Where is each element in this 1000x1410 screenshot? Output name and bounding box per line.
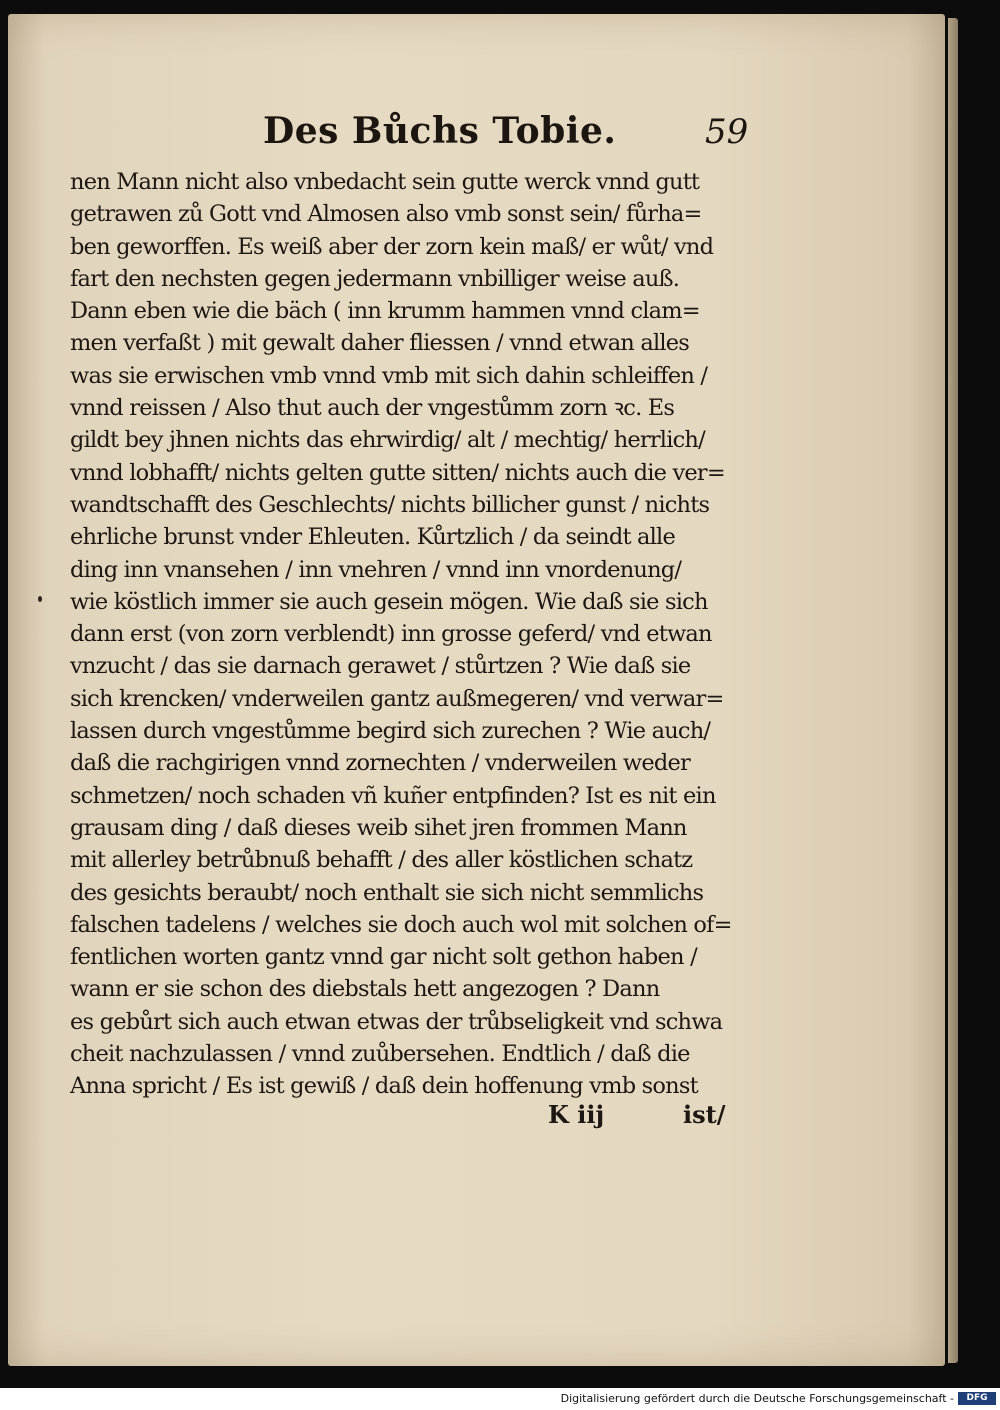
text-line: schmetzen/ noch schaden vñ kuñer entpfinden? Ist es nit ein [70,782,716,809]
text-line: ben geworffen. Es weiß aber der zorn kein maß/ er wůt/ vnd [70,233,714,260]
text-line: vnnd reissen / Also thut auch der vngestůmm zorn ꝛc. Es [70,395,675,422]
signature-mark: K iij [548,1100,605,1129]
page-number: 59 [705,112,749,152]
text-line: nen Mann nicht also vnbedacht sein gutte werck vnnd gutt [70,169,700,195]
text-line: ding inn vnansehen / inn vnehren / vnnd inn vnordenung/ [70,556,682,583]
text-line: lassen durch vngestůmme begird sich zurechen ? Wie auch/ [70,718,711,745]
text-line: falschen tadelens / welches sie doch auch wol mit solchen of= [70,911,732,938]
footer-credit: Digitalisierung gefördert durch die Deutsche Forschungsgemeinschaft - [560,1392,954,1405]
catchword: ist/ [683,1100,726,1129]
text-line: es gebůrt sich auch etwan etwas der trůbseligkeit vnd schwa [70,1008,723,1035]
text-line: fentlichen worten gantz vnnd gar nicht solt gethon haben / [70,944,697,971]
text-line: Dann eben wie die bäch ( inn krumm hammen vnnd clam= [70,298,700,325]
text-line: fart den nechsten gegen jedermann vnbilliger weise auß. [70,265,680,292]
text-line: wandtschafft des Geschlechts/ nichts billicher gunst / nichts [70,491,710,518]
text-line: men verfaßt ) mit gewalt daher fliessen / vnnd etwan alles [70,330,690,357]
text-line: wie köstlich immer sie auch gesein mögen. Wie daß sie sich [70,588,708,615]
margin-ink-dot [38,596,42,602]
text-line: mit allerley betrůbnuß behafft / des aller köstlichen schatz [70,847,693,874]
text-line: ehrliche brunst vnder Ehleuten. Kůrtzlich / da seindt alle [70,524,675,551]
signature-line [548,1100,748,1134]
text-line: sich krencken/ vnderweilen gantz außmegeren/ vnd verwar= [70,685,724,712]
text-line: was sie erwischen vmb vnnd vmb mit sich dahin schleiffen / [70,362,708,389]
body-text [70,166,750,1103]
dfg-logo: DFG [958,1392,996,1405]
page-edge [948,18,958,1363]
text-line: wann er sie schon des diebstals hett angezogen ? Dann [70,976,660,1003]
text-line: gildt bey jhnen nichts das ehrwirdig/ alt / mechtig/ herrlich/ [70,427,705,454]
page-header [208,110,768,162]
text-line: Anna spricht / Es ist gewiß / daß dein hoffenung vmb sonst [70,1073,698,1100]
text-line: vnzucht / das sie darnach gerawet / stůrtzen ? Wie daß sie [70,653,691,680]
text-line: des gesichts beraubt/ noch enthalt sie sich nicht semmlichs [70,879,704,906]
text-line: getrawen zů Gott vnd Almosen also vmb sonst sein/ fůrha= [70,201,702,228]
book-page [8,14,945,1366]
text-line: vnnd lobhafft/ nichts gelten gutte sitten/ nichts auch die ver= [70,459,725,486]
digitization-footer [0,1388,1000,1410]
text-line: grausam ding / daß dieses weib sihet jren frommen Mann [70,814,687,841]
text-line: daß die rachgirigen vnnd zornechten / vnderweilen weder [70,750,690,777]
running-head: Des Bůchs Tobie. [263,110,617,152]
text-line: cheit nachzulassen / vnnd zuůbersehen. Endtlich / daß die [70,1041,690,1068]
text-line: dann erst (von zorn verblendt) inn grosse geferd/ vnd etwan [70,621,712,648]
